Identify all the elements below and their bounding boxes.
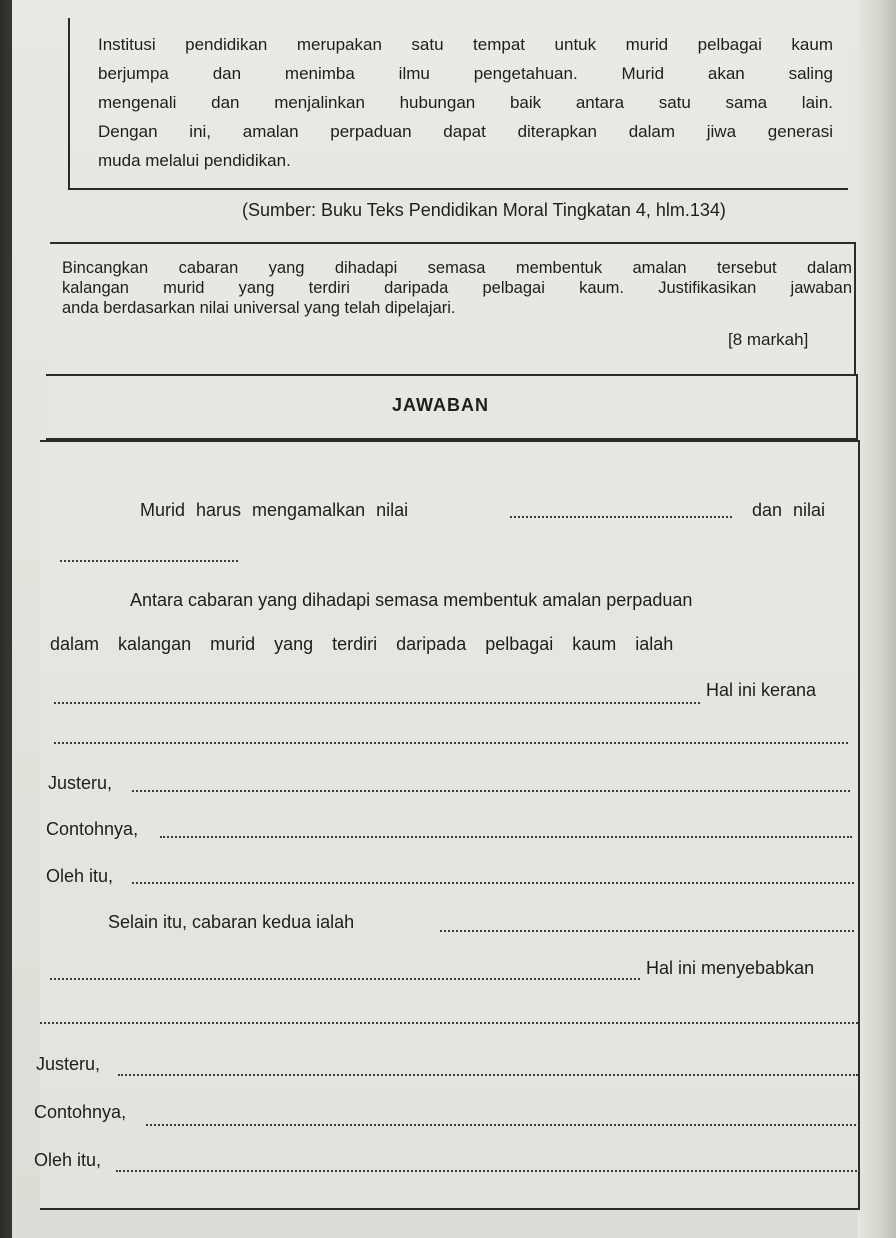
blank-justeru-1[interactable] [132, 790, 850, 792]
passage-source: (Sumber: Buku Teks Pendidikan Moral Tingkatan 4, hlm.134) [242, 200, 726, 220]
paragraph1-line3: Hal ini kerana [706, 680, 817, 700]
blank-challenge-2[interactable] [440, 930, 854, 932]
blank-oleh-itu-2[interactable] [116, 1170, 860, 1172]
intro-text-b: dan nilai [752, 500, 826, 520]
intro-text-a: Murid harus mengamalkan nilai [140, 500, 409, 520]
desk-right [858, 0, 896, 1238]
blank-oleh-itu-1[interactable] [132, 882, 854, 884]
passage-line: berjumpa dan menimba ilmu pengetahuan. Murid akan saling [98, 64, 833, 83]
oleh-itu-label-1: Oleh itu, [46, 866, 114, 886]
marks-label: [8 markah] [728, 330, 809, 349]
question-line: anda berdasarkan nilai universal yang telah dipelajari. [62, 299, 456, 317]
blank-challenge-2-cont[interactable] [50, 978, 640, 980]
justeru-label-2: Justeru, [36, 1054, 101, 1074]
question-text [62, 258, 852, 318]
question-line: Bincangkan cabaran yang dihadapi semasa membentuk amalan tersebut dalam [62, 259, 852, 277]
passage-line: mengenali dan menjalinkan hubungan baik antara satu sama lain. [98, 93, 833, 112]
paragraph1-line1: Antara cabaran yang dihadapi semasa membentuk amalan perpaduan [130, 590, 693, 610]
blank-justeru-2[interactable] [118, 1074, 858, 1076]
passage-line: muda melalui pendidikan. [98, 151, 291, 170]
blank-contohnya-2[interactable] [146, 1124, 860, 1126]
blank-value-2[interactable] [60, 560, 238, 562]
justeru-label-1: Justeru, [48, 773, 113, 793]
paragraph1-line2: dalam kalangan murid yang terdiri daripada pelbagai kaum ialah [50, 634, 674, 654]
answer-heading: JAWABAN [392, 395, 490, 415]
passage-line: Institusi pendidikan merupakan satu tempat untuk murid pelbagai kaum [98, 35, 833, 54]
paragraph2-line1: Selain itu, cabaran kedua ialah [108, 912, 355, 932]
oleh-itu-label-2: Oleh itu, [34, 1150, 102, 1170]
blank-challenge-1[interactable] [54, 702, 700, 704]
contohnya-label-1: Contohnya, [46, 819, 139, 839]
question-line: kalangan murid yang terdiri daripada pelbagai kaum. Justifikasikan jawaban [62, 279, 852, 297]
blank-value-1[interactable] [510, 516, 732, 518]
blank-contohnya-1[interactable] [160, 836, 852, 838]
blank-reason-2[interactable] [40, 1022, 858, 1024]
paragraph2-line2: Hal ini menyebabkan [646, 958, 815, 978]
blank-reason-1[interactable] [54, 742, 848, 744]
contohnya-label-2: Contohnya, [34, 1102, 127, 1122]
passage-text [98, 30, 833, 175]
answer-box [40, 440, 860, 1210]
passage-line: Dengan ini, amalan perpaduan dapat diterapkan dalam jiwa generasi [98, 122, 833, 141]
